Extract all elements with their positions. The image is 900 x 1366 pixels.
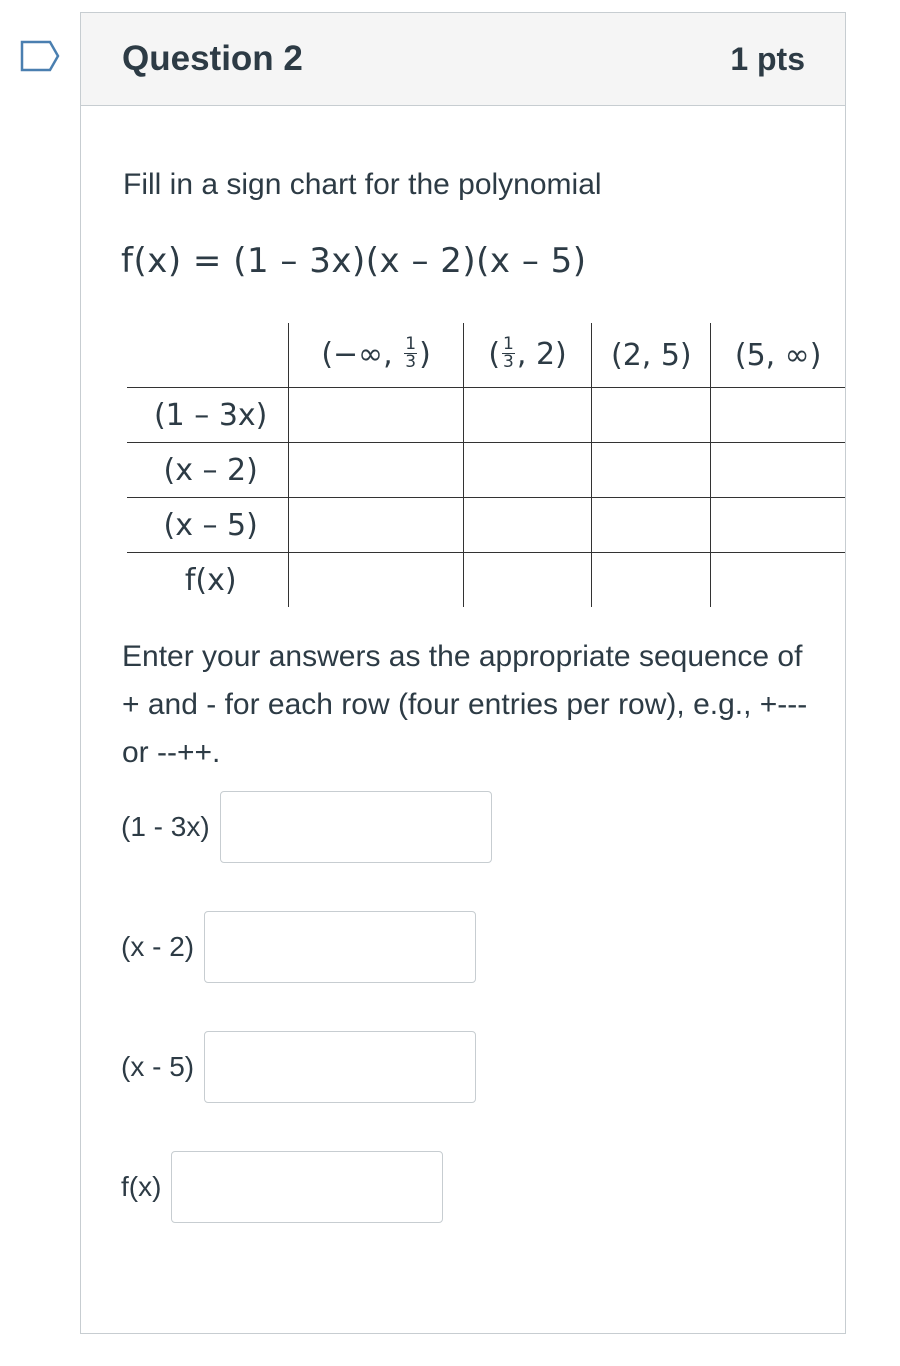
sign-cell <box>592 553 711 608</box>
answer-label: f(x) <box>121 1171 162 1202</box>
answer-row-x-5 <box>121 1031 476 1103</box>
fraction <box>404 336 417 371</box>
sign-cell <box>463 498 592 553</box>
interval-open: (−∞, <box>321 337 403 372</box>
sign-chart-row <box>127 388 845 443</box>
sign-cell <box>711 443 845 498</box>
row-label: (x – 5) <box>127 498 289 553</box>
interval-open: ( <box>488 337 501 372</box>
sign-cell <box>463 443 592 498</box>
row-label: f(x) <box>127 553 289 608</box>
interval-close: ) <box>419 337 431 372</box>
question-intro: Fill in a sign chart for the polynomial <box>123 168 602 201</box>
bookmark-flag-icon[interactable] <box>20 40 60 72</box>
row-label: (x – 2) <box>127 443 289 498</box>
interval-header <box>289 323 463 388</box>
question-points: 1 pts <box>730 41 805 77</box>
question-title: Question 2 <box>122 39 303 78</box>
question-header <box>81 13 845 106</box>
sign-cell <box>463 388 592 443</box>
sign-cell <box>711 498 845 553</box>
fraction <box>502 336 515 371</box>
polynomial-formula: f(x) = (1 – 3x)(x – 2)(x – 5) <box>121 241 587 281</box>
sign-cell <box>289 388 463 443</box>
question-card <box>80 12 846 1334</box>
answer-input-1-3x[interactable] <box>220 791 492 863</box>
interval-header: (2, 5) <box>592 323 711 388</box>
sign-chart-corner <box>127 323 289 388</box>
fraction-numerator: 1 <box>405 334 417 354</box>
fraction-denominator: 3 <box>503 352 514 372</box>
sign-cell <box>711 388 845 443</box>
fraction-denominator: 3 <box>405 352 417 372</box>
interval-header: (5, ∞) <box>711 323 845 388</box>
sign-cell <box>711 553 845 608</box>
answer-instructions: Enter your answers as the appropriate sequence of + and - for each row (four entries per row), e.g., +--- or --++. <box>122 640 808 769</box>
sign-cell <box>289 443 463 498</box>
sign-cell <box>592 498 711 553</box>
interval-close: , 2) <box>516 337 567 372</box>
sign-cell <box>289 553 463 608</box>
answer-input-x-5[interactable] <box>204 1031 476 1103</box>
sign-chart-row <box>127 553 845 608</box>
sign-chart-header-row <box>127 323 845 388</box>
answer-input-fx[interactable] <box>171 1151 443 1223</box>
answer-label: (x - 5) <box>121 1051 195 1082</box>
sign-chart-row <box>127 498 845 553</box>
answer-row-1-3x <box>121 791 492 863</box>
answer-label: (1 - 3x) <box>121 811 210 842</box>
interval-header <box>463 323 592 388</box>
sign-cell <box>592 388 711 443</box>
answer-row-fx <box>121 1151 443 1223</box>
sign-cell <box>289 498 463 553</box>
answer-input-x-2[interactable] <box>204 911 476 983</box>
sign-chart-table <box>127 323 845 607</box>
sign-cell <box>463 553 592 608</box>
sign-cell <box>592 443 711 498</box>
answer-label: (x - 2) <box>121 931 195 962</box>
answer-row-x-2 <box>121 911 476 983</box>
sign-chart-row <box>127 443 845 498</box>
fraction-numerator: 1 <box>503 334 514 354</box>
row-label: (1 – 3x) <box>127 388 289 443</box>
